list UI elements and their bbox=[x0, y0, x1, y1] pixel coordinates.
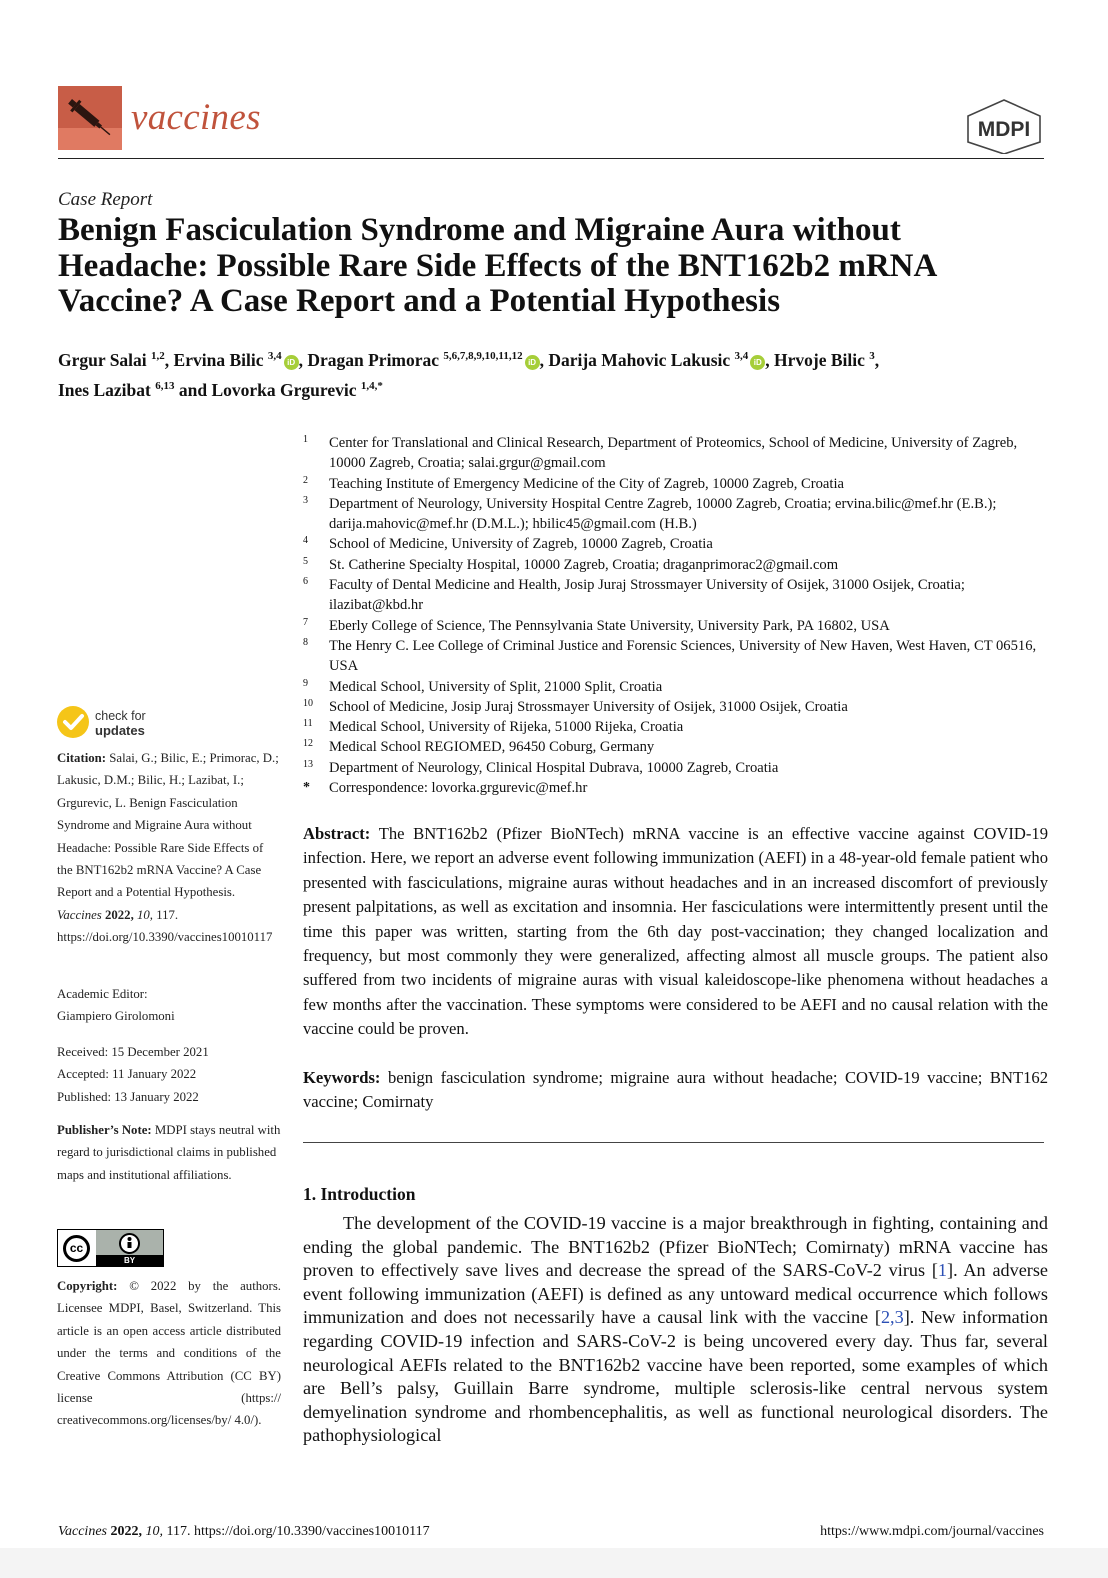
author-affiliation-marks: 5,6,7,8,9,10,11,12 bbox=[443, 350, 523, 362]
affiliation-text: Department of Neurology, Clinical Hospital Dubrava, 10000 Zagreb, Croatia bbox=[329, 759, 779, 776]
check-updates-line2: updates bbox=[95, 723, 145, 738]
affiliation-number: * bbox=[303, 780, 310, 796]
cc-by-license-badge[interactable] bbox=[57, 1229, 164, 1267]
footer-year: 2022, bbox=[110, 1524, 142, 1539]
orcid-icon[interactable]: iD bbox=[525, 355, 540, 370]
check-updates-line1: check for bbox=[95, 709, 146, 723]
mdpi-logo[interactable] bbox=[964, 98, 1044, 154]
author-name[interactable]: Ervina Bilic bbox=[173, 349, 264, 370]
author-name[interactable]: Dragan Primorac bbox=[307, 349, 440, 370]
author-affiliation-marks: 1,2 bbox=[151, 350, 165, 362]
orcid-icon[interactable]: iD bbox=[284, 355, 299, 370]
affiliation-item bbox=[303, 494, 1048, 535]
affiliation-text: Medical School, University of Split, 21000 Split, Croatia bbox=[329, 678, 663, 695]
citation-label: Citation: bbox=[57, 751, 107, 765]
keywords bbox=[303, 1066, 1048, 1115]
affiliation-item bbox=[303, 697, 1048, 717]
citation-doi[interactable]: 117. https://doi.org/10.3390/vaccines10010117 bbox=[57, 907, 273, 945]
affiliation-number: 3 bbox=[303, 494, 308, 506]
affiliation-item bbox=[303, 717, 1048, 737]
check-for-updates-button[interactable] bbox=[57, 706, 177, 742]
section-divider bbox=[303, 1142, 1044, 1143]
journal-logo[interactable] bbox=[58, 86, 122, 150]
affiliation-number: 6 bbox=[303, 576, 308, 588]
affiliation-number: 7 bbox=[303, 616, 308, 628]
affiliation-text: Medical School REGIOMED, 96450 Coburg, Germany bbox=[329, 739, 655, 756]
affiliation-text: Center for Translational and Clinical Research, Department of Proteomics, School of Medicine, University of Zagreb, 10000 Zagreb, Croatia; salai.grgur@gmail.com bbox=[329, 435, 1018, 472]
author-separator: , bbox=[164, 349, 174, 370]
affiliation-text: Medical School, University of Rijeka, 51000 Rijeka, Croatia bbox=[329, 719, 684, 736]
academic-editor bbox=[57, 983, 281, 1028]
affiliation-item bbox=[303, 737, 1048, 757]
author-separator: , bbox=[539, 349, 549, 370]
citation-block bbox=[57, 747, 281, 949]
mdpi-logo-text: MDPI bbox=[977, 118, 1031, 141]
section-heading-introduction: 1. Introduction bbox=[303, 1184, 416, 1204]
abstract-label: Abstract: bbox=[303, 824, 371, 843]
article-type: Case Report bbox=[58, 189, 153, 210]
affiliation-text: School of Medicine, University of Zagreb, 10000 Zagreb, Croatia bbox=[329, 536, 713, 553]
by-label: BY bbox=[96, 1255, 163, 1266]
affiliation-item bbox=[303, 555, 1048, 575]
keywords-text: benign fasciculation syndrome; migraine aura without headache; COVID-19 vaccine; BNT162 vaccine; Comirnaty bbox=[303, 1068, 1048, 1112]
affiliation-number: 2 bbox=[303, 474, 308, 486]
affiliation-text: Faculty of Dental Medicine and Health, Josip Juraj Strossmayer University of Osijek, 31000 Osijek, Croatia; ilazibat@kbd.hr bbox=[329, 577, 965, 614]
author-separator: and bbox=[174, 379, 212, 400]
footer-citation bbox=[58, 1524, 430, 1540]
cc-icon: cc bbox=[63, 1235, 90, 1262]
copyright-block bbox=[57, 1275, 281, 1432]
publisher-note bbox=[57, 1119, 281, 1186]
copyright-label: Copyright: bbox=[57, 1279, 118, 1293]
footer-journal-url[interactable]: https://www.mdpi.com/journal/vaccines bbox=[820, 1524, 1044, 1539]
affiliation-item bbox=[303, 758, 1048, 778]
affiliation-item bbox=[303, 616, 1048, 636]
footer-volume: 10, bbox=[145, 1524, 163, 1539]
keywords-label: Keywords: bbox=[303, 1068, 381, 1087]
author-separator: , bbox=[765, 349, 775, 370]
accepted-date: Accepted: 11 January 2022 bbox=[57, 1067, 197, 1082]
publisher-note-text: MDPI stays neutral with regard to jurisdictional claims in published maps and institutional affiliations. bbox=[57, 1123, 281, 1182]
attribution-icon bbox=[119, 1233, 140, 1254]
journal-name[interactable]: vaccines bbox=[131, 97, 261, 138]
footer-doi[interactable]: 117. https://doi.org/10.3390/vaccines10010117 bbox=[166, 1524, 430, 1539]
citation-text: Salai, G.; Bilic, E.; Primorac, D.; Lakusic, D.M.; Bilic, H.; Lazibat, I.; Grgurevic, L. Benign Fasciculation Syndrome and Migraine Aura without Headache: Possible Rare Side Effects of the BNT162b2 mRNA Vaccine? A Case Report and a Potential Hypothesis. bbox=[57, 751, 279, 900]
citation-year: 2022, bbox=[104, 907, 134, 922]
affiliation-item bbox=[303, 474, 1048, 494]
affiliation-text: Department of Neurology, University Hospital Centre Zagreb, 10000 Zagreb, Croatia; ervina.bilic@mef.hr (E.B.); darija.mahovic@mef.hr (D.M.L.); hbilic45@gmail.com (H.B.) bbox=[329, 495, 997, 533]
affiliation-text: Correspondence: lovorka.grgurevic@mef.hr bbox=[329, 780, 588, 797]
copyright-text: © 2022 by the authors. Licensee MDPI, Basel, Switzerland. This article is an open access article distributed under the terms and conditions of the Creative Commons Attribution (CC BY) license (https:// creativecommons.org/licenses/by/ 4.0/). bbox=[57, 1279, 281, 1428]
syringe-icon bbox=[58, 86, 122, 150]
published-date: Published: 13 January 2022 bbox=[57, 1089, 199, 1104]
affiliation-text: School of Medicine, Josip Juraj Strossmayer University of Osijek, 31000 Osijek, Croatia bbox=[329, 698, 848, 715]
author-affiliation-marks: 6,13 bbox=[155, 379, 175, 392]
affiliation-item bbox=[303, 534, 1048, 554]
affiliation-text: Eberly College of Science, The Pennsylvania State University, University Park, PA 16802, USA bbox=[329, 617, 890, 634]
author-affiliation-marks: 3,4 bbox=[267, 350, 282, 362]
affiliation-text: Teaching Institute of Emergency Medicine of the City of Zagreb, 10000 Zagreb, Croatia bbox=[329, 475, 844, 492]
intro-text-3: ]. New information regarding COVID-19 infection and SARS-CoV-2 is being uncovered every day. Thus far, several neurological AEFIs related to the BNT162b2 vaccine have been reported, some examples of which are Bell’s palsy, Guillain Barre syndrome, multiple sclerosis-like central nervous system demyelination syndrome and rhombencephalitis, as well as functional neurological disorders. The pathophysiological bbox=[303, 1307, 1048, 1446]
citation-link-1[interactable]: 1 bbox=[937, 1260, 948, 1281]
author-affiliation-marks: 3 bbox=[869, 350, 875, 362]
author-separator: , bbox=[874, 349, 880, 370]
introduction-paragraph bbox=[303, 1212, 1048, 1448]
editor-name: Giampiero Girolomoni bbox=[57, 1009, 175, 1024]
citation-link-3[interactable]: 3 bbox=[894, 1307, 904, 1328]
header-divider bbox=[58, 158, 1044, 159]
citation-volume: 10, bbox=[136, 907, 153, 922]
affiliation-item bbox=[303, 677, 1048, 697]
article-dates bbox=[57, 1041, 281, 1108]
affiliation-number: 4 bbox=[303, 535, 308, 547]
affiliation-text: The Henry C. Lee College of Criminal Justice and Forensic Sciences, University of New Haven, West Haven, CT 06516, USA bbox=[329, 637, 1037, 675]
editor-label: Academic Editor: bbox=[57, 987, 148, 1001]
author-name[interactable]: Darija Mahovic Lakusic bbox=[548, 349, 731, 370]
author-name[interactable]: Hrvoje Bilic bbox=[774, 349, 865, 370]
affiliation-number: 5 bbox=[303, 555, 308, 567]
orcid-icon[interactable]: iD bbox=[750, 355, 765, 370]
affiliation-list bbox=[303, 433, 1048, 798]
affiliation-text: St. Catherine Specialty Hospital, 10000 Zagreb, Croatia; draganprimorac2@gmail.com bbox=[329, 556, 839, 573]
affiliation-number: 11 bbox=[303, 718, 313, 730]
publisher-note-label: Publisher’s Note: bbox=[57, 1123, 152, 1137]
footer-journal: Vaccines bbox=[58, 1524, 107, 1539]
affiliation-number: 9 bbox=[303, 677, 308, 689]
citation-journal: Vaccines bbox=[57, 907, 102, 922]
affiliation-number: 10 bbox=[303, 697, 313, 709]
author-affiliation-marks: 3,4 bbox=[734, 350, 749, 362]
author-name[interactable]: Ines Lazibat bbox=[58, 379, 151, 400]
citation-separator: , bbox=[890, 1307, 895, 1328]
author-separator: , bbox=[298, 349, 308, 370]
affiliation-number: 8 bbox=[303, 636, 308, 648]
affiliation-item bbox=[303, 433, 1048, 474]
abstract-text: The BNT162b2 (Pfizer BioNTech) mRNA vaccine is an effective vaccine against COVID-19 infection. Here, we report an adverse event following immunization (AEFI) in a 48-year-old female patient who presented with fasciculations, migraine auras without headaches and in an increased discomfort of previously present palpitations, as well as excitation and insomnia. Her fasciculations were intermittently present until the time this paper was written, starting from the 6th day post-vaccination; they changed localization and frequency, but most commonly they were generalized, affecting almost all muscle groups. The patient also suffered from two incidents of migraine auras with visual kaleidoscope-like phenomena without headaches a few months after the vaccination. These symptoms were considered to be AEFI and no causal relation with the vaccine could be proven. bbox=[303, 824, 1048, 1039]
author-list bbox=[58, 343, 1048, 403]
article-title: Benign Fasciculation Syndrome and Migraine Aura without Headache: Possible Rare Side Effects of the BNT162b2 mRNA Vaccine? A Case Report and a Potential Hypothesis bbox=[58, 212, 936, 319]
affiliation-item bbox=[303, 778, 1048, 798]
affiliation-item bbox=[303, 575, 1048, 616]
affiliation-item bbox=[303, 636, 1048, 677]
author-affiliation-marks: 1,4,* bbox=[360, 379, 383, 392]
received-date: Received: 15 December 2021 bbox=[57, 1045, 209, 1059]
author-name[interactable]: Lovorka Grgurevic bbox=[211, 379, 357, 400]
author-name[interactable]: Grgur Salai bbox=[58, 349, 147, 370]
journal-header bbox=[58, 86, 1044, 152]
citation-link-2[interactable]: 2 bbox=[880, 1307, 891, 1328]
abstract bbox=[303, 822, 1048, 1042]
affiliation-number: 1 bbox=[303, 434, 308, 445]
affiliation-number: 12 bbox=[303, 738, 313, 750]
affiliation-number: 13 bbox=[303, 758, 313, 770]
intro-text-2: ]. An adverse event following immunization (AEFI) is defined as any untoward medical occurrence which follows immunization and does not necessarily have a causal link with the vaccine [ bbox=[303, 1260, 1048, 1328]
check-updates-icon bbox=[57, 706, 89, 738]
page-bottom-edge bbox=[0, 1548, 1108, 1578]
intro-text-1: The development of the COVID-19 vaccine is a major breakthrough in fighting, containing and ending the global pandemic. The BNT162b2 (Pfizer BioNTech; Comirnaty) mRNA vaccine has proven to effectively save lives and decrease the spread of the SARS-CoV-2 virus [ bbox=[303, 1213, 1048, 1281]
